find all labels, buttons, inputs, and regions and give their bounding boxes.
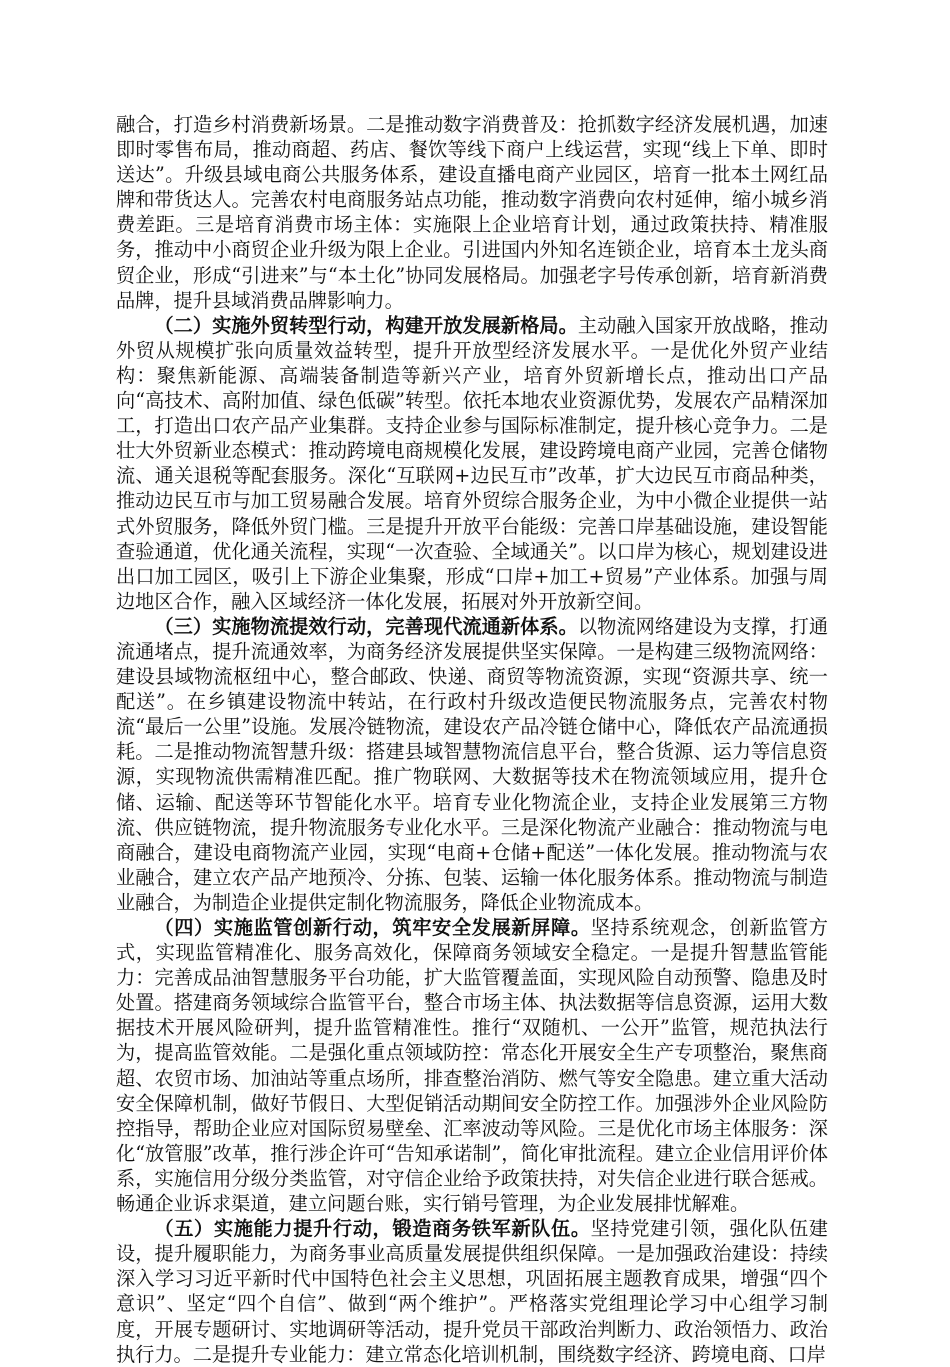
paragraph-body: 融合，打造乡村消费新场景。二是推动数字消费普及：抢抓数字经济发展机遇，加速即时零售布局，推动商超、药店、餐饮等线下商户上线运营，实现“线上下单、即时送达”。升级县域电商公共服务体系，建设直播电商产业园区，培育一批本土网红品牌和带货达人。完善农村电商服务站点功能，推动数字消费向农村延伸，缩小城乡消费差距。三是培育消费市场主体：实施限上企业培育计划，通过政策扶持、精准服务，推动中小商贸企业升级为限上企业。引进国内外知名连锁企业，培育本土龙头商贸企业，形成“引进来”与“本土化”协同发展格局。加强老字号传承创新，培育新消费品牌，提升县域消费品牌影响力。 <box>116 113 828 312</box>
paragraph-body: 坚持党建引领，强化队伍建设，提升履职能力，为商务事业高质量发展提供组织保障。一是加强政治建设：持续深入学习习近平新时代中国特色社会主义思想，巩固拓展主题教育成果，增强“四个意识”、坚定“四个自信”、做到“两个维护”。严格落实党组理论学习中心组学习制度，开展专题研讨、实地调研等活动，提升党员干部政治判断力、政治领悟力、政治执行力。二是提升专业能力：建立常态化培训机制，围绕数字经济、跨境电商、口岸 <box>116 1217 828 1366</box>
paragraph-consumption-continued <box>116 112 828 313</box>
paragraph-body: 主动融入国家开放战略，推动外贸从规模扩张向质量效益转型，提升开放型经济发展水平。一是优化外贸产业结构：聚焦新能源、高端装备制造等新兴产业，培育外贸新增长点，推动出口产品向“高技术、高附加值、绿色低碳”转型。依托本地农业资源优势，发展农产品精深加工，打造出口农产品产业集群。支持企业参与国际标准制定，提升核心竞争力。二是壮大外贸新业态模式：推动跨境电商规模化发展，建设跨境电商产业园，完善仓储物流、通关退税等配套服务。深化“互联网+边民互市”改革，扩大边民互市商品种类，推动边民互市与加工贸易融合发展。培育外贸综合服务企业，为中小微企业提供一站式外贸服务，降低外贸门槛。三是提升开放平台能级：完善口岸基础设施，建设智能查验通道，优化通关流程，实现“一次查验、全域通关”。以口岸为核心，规划建设进出口加工园区，吸引上下游企业集聚，形成“口岸+加工+贸易”产业体系。加强与周边地区合作，融入区域经济一体化发展，拓展对外开放新空间。 <box>116 313 829 613</box>
paragraph-body: 坚持系统观念，创新监管方式，实现监管精准化、服务高效化，保障商务领域安全稳定。一是提升智慧监管能力：完善成品油智慧服务平台功能，扩大监管覆盖面，实现风险自动预警、隐患及时处置。搭建商务领域综合监管平台，整合市场主体、执法数据等信息资源，运用大数据技术开展风险研判，提升监管精准性。推行“双随机、一公开”监管，规范执法行为，提高监管效能。二是强化重点领域防控：常态化开展安全生产专项整治，聚焦商超、农贸市场、加油站等重点场所，排查整治消防、燃气等安全隐患。建立重大活动安全保障机制，做好节假日、大型促销活动期间安全防控工作。加强涉外企业风险防控指导，帮助企业应对国际贸易壁垒、汇率波动等风险。三是优化市场主体服务：深化“放管服”改革，推行涉企许可“告知承诺制”，简化审批流程。建立企业信用评价体系，实施信用分级分类监管，对守信企业给予政策扶持，对失信企业进行联合惩戒。畅通企业诉求渠道，建立问题台账，实行销号管理，为企业发展排忧解难。 <box>116 916 828 1216</box>
paragraph-foreign-trade <box>116 313 828 614</box>
paragraph-body: 以物流网络建设为支撑，打通流通堵点，提升流通效率，为商务经济发展提供坚实保障。一是构建三级物流网络：建设县域物流枢纽中心，整合邮政、快递、商贸等物流资源，实现“资源共享、统一配送”。在乡镇建设物流中转站，在行政村升级改造便民物流服务点，完善农村物流“最后一公里”设施。发展冷链物流，建设农产品冷链仓储中心，降低农产品流通损耗。二是推动物流智慧升级：搭建县域智慧物流信息平台，整合货源、运力等信息资源，实现物流供需精准匹配。推广物联网、大数据等技术在物流领域应用，提升仓储、运输、配送等环节智能化水平。培育专业化物流企业，支持企业发展第三方物流、供应链物流，提升物流服务专业化水平。三是深化物流产业融合：推动物流与电商融合，建设电商物流产业园，实现“电商+仓储+配送”一体化发展。推动物流与农业融合，建立农产品产地预冷、分拣、包装、运输一体化服务体系。推动物流与制造业融合，为制造企业提供定制化物流服务，降低企业物流成本。 <box>116 614 829 914</box>
document-page <box>116 112 828 1367</box>
paragraph-logistics <box>116 614 828 915</box>
paragraph-heading: （四）实施监管创新行动，筑牢安全发展新屏障。 <box>154 916 591 939</box>
paragraph-heading: （三）实施物流提效行动，完善现代流通新体系。 <box>154 614 578 638</box>
paragraph-heading: （五）实施能力提升行动，锻造商务铁军新队伍。 <box>154 1217 591 1241</box>
paragraph-supervision <box>116 915 828 1216</box>
paragraph-heading: （二）实施外贸转型行动，构建开放发展新格局。 <box>154 313 578 337</box>
paragraph-capacity <box>116 1216 828 1367</box>
